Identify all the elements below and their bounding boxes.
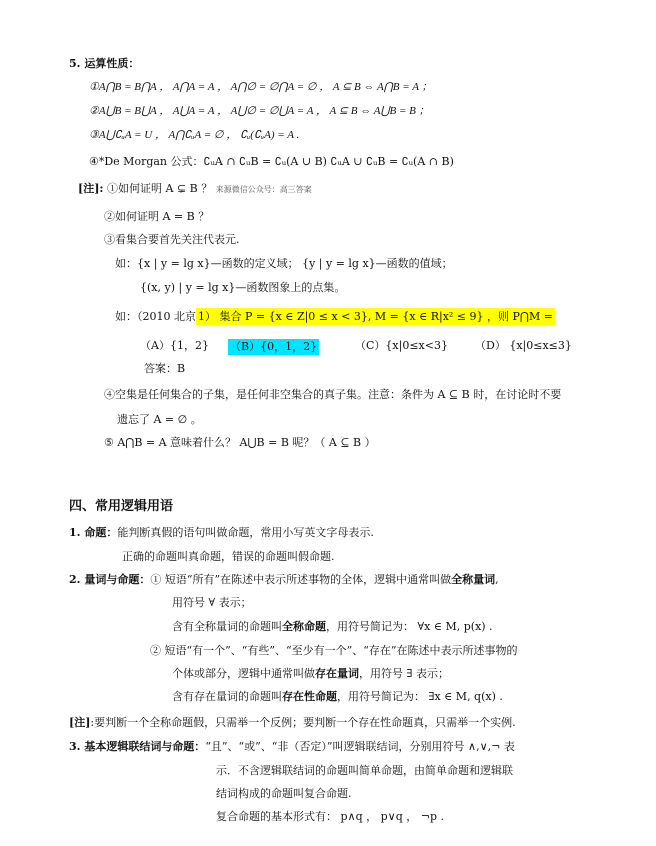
example-1-text: {x | y = lg x}—函数的定义域； {y | y = lg x}—函数的值域； (137, 257, 453, 270)
quantifier-line-6 (172, 690, 503, 704)
quantifier-a3-pre: 含有全称量词的命题叫 (172, 620, 282, 633)
answer: 答案：B (144, 362, 186, 375)
quantifier-line-3 (172, 620, 493, 634)
note-line (69, 716, 516, 730)
note-tag: [注]: (78, 182, 104, 195)
note-q1: ①如何证明 A ⊊ B ？ (106, 182, 213, 195)
note-q1-source: 来源微信公众号：高三答案 (215, 185, 312, 194)
note-question-2: ②如何证明 A = B ？ (104, 210, 210, 223)
property-3: ③A⋃∁ᵤA = U ， A⋂∁ᵤA = ∅ ， ∁ᵤ(∁ᵤA) = A . (89, 129, 300, 141)
quantifier-b2-post: ，用符号 ∃ 表示； (359, 667, 449, 680)
example-3-highlight: 1） 集合 P = {x ∈ Z|0 ≤ x < 3}, M = {x ∈ R|x² ≤ 9} ，则 P⋂M = (198, 310, 553, 323)
connective-line-3: 结词构成的命题叫复合命题. (216, 787, 352, 800)
note-question-3: ③看集合要首先关注代表元. (104, 233, 240, 246)
quantifier-label: 2. 量词与命题： (69, 573, 151, 586)
connective-text-1: “且”、“或”、“非（否定）”叫逻辑联结词，分别用符号 ∧,∨,¬ 表 (205, 740, 515, 753)
connective-line-2: 示．不含逻辑联结词的命题叫简单命题，由简单命题和逻辑联 (216, 764, 513, 777)
connective-label: 3. 基本逻辑联结词与命题： (69, 740, 206, 753)
quantifier-a1-post: , (495, 573, 499, 586)
existential-proposition-term: 存在性命题 (282, 690, 337, 703)
note-question-5: ⑤ A⋂B = A 意味着什么？ A⋃B = B 呢？（ A ⊆ B ） (104, 436, 376, 449)
section-4-title: 四、常用逻辑用语 (69, 499, 174, 514)
quantifier-line-2: 用符号 ∀ 表示； (172, 596, 252, 609)
example-line-1 (115, 257, 453, 271)
example-line-2: {(x, y) | y = lg x}—函数图象上的点集。 (140, 281, 346, 294)
quantifier-line-5 (172, 667, 449, 681)
note-question-4b: 遗忘了 A = ∅ 。 (117, 413, 202, 426)
connective-line-1 (69, 740, 515, 754)
quantifier-line-1 (69, 573, 499, 587)
option-d: （D） {x|0≤x≤3} (475, 339, 572, 352)
property-4-de-morgan: ④*De Morgan 公式：∁ᵤA ∩ ∁ᵤB = ∁ᵤ(A ∪ B) ∁ᵤA ∪ ∁ᵤB = ∁ᵤ(A ∩ B) (89, 155, 454, 168)
universal-quantifier-term: 全称量词 (451, 573, 496, 586)
section-5-title: 5. 运算性质： (69, 57, 140, 70)
note-question-1 (78, 182, 312, 197)
quantifier-a3-post: ，用符号简记为： ∀x ∈ M, p(x) . (326, 620, 493, 633)
quantifier-a1-pre: ① 短语“所有”在陈述中表示所述事物的全体，逻辑中通常叫做 (150, 573, 452, 586)
option-a: （A）{1，2} (140, 339, 209, 352)
example-3-prefix: 如：（2010 北京 (115, 310, 196, 323)
quantifier-line-4: ② 短语“有一个”、“有些”、“至少有一个”、“存在”在陈述中表示所述事物的 (150, 644, 518, 657)
quantifier-b3-pre: 含有存在量词的命题叫 (172, 690, 282, 703)
proposition-label: 1. 命题： (69, 526, 118, 539)
property-2: ②A⋃B = B⋃A ， A⋃A = A ， A⋃∅ = ∅⋃A = A ， A ⊆ B ⇔ A⋃B = B ； (89, 105, 430, 117)
proposition-line-1 (69, 526, 374, 540)
proposition-line-2: 正确的命题叫真命题，错误的命题叫假命题. (122, 550, 335, 563)
connective-line-4: 复合命题的基本形式有： p∧q ， p∨q ， ¬p . (216, 810, 445, 823)
quantifier-b3-post: ，用符号简记为： ∃x ∈ M, q(x) . (337, 690, 503, 703)
proposition-text: 能判断真假的语句叫做命题，常用小写英文字母表示. (117, 526, 374, 539)
example-prefix: 如： (115, 257, 137, 270)
universal-proposition-term: 全称命题 (282, 620, 326, 633)
option-b: （B）{0，1，2} (230, 340, 318, 353)
note-question-4a: ④空集是任何集合的子集，是任何非空集合的真子集。注意：条件为 A ⊆ B 时，在讨论时不要 (104, 388, 562, 401)
note-tag-2: [注] (69, 716, 91, 729)
note-text-2: :要判断一个全称命题假，只需举一个反例；要判断一个存在性命题真，只需举一个实例. (90, 716, 516, 729)
property-1: ①A⋂B = B⋂A ， A⋂A = A ， A⋂∅ = ∅⋂A = ∅ ， A ⊆ B ⇔ A⋂B = A ； (89, 81, 433, 93)
option-c: （C）{x|0≤x<3} (355, 339, 448, 352)
example-line-3 (115, 310, 555, 324)
quantifier-b2-pre: 个体或部分，逻辑中通常叫做 (172, 667, 315, 680)
existential-quantifier-term: 存在量词 (315, 667, 359, 680)
